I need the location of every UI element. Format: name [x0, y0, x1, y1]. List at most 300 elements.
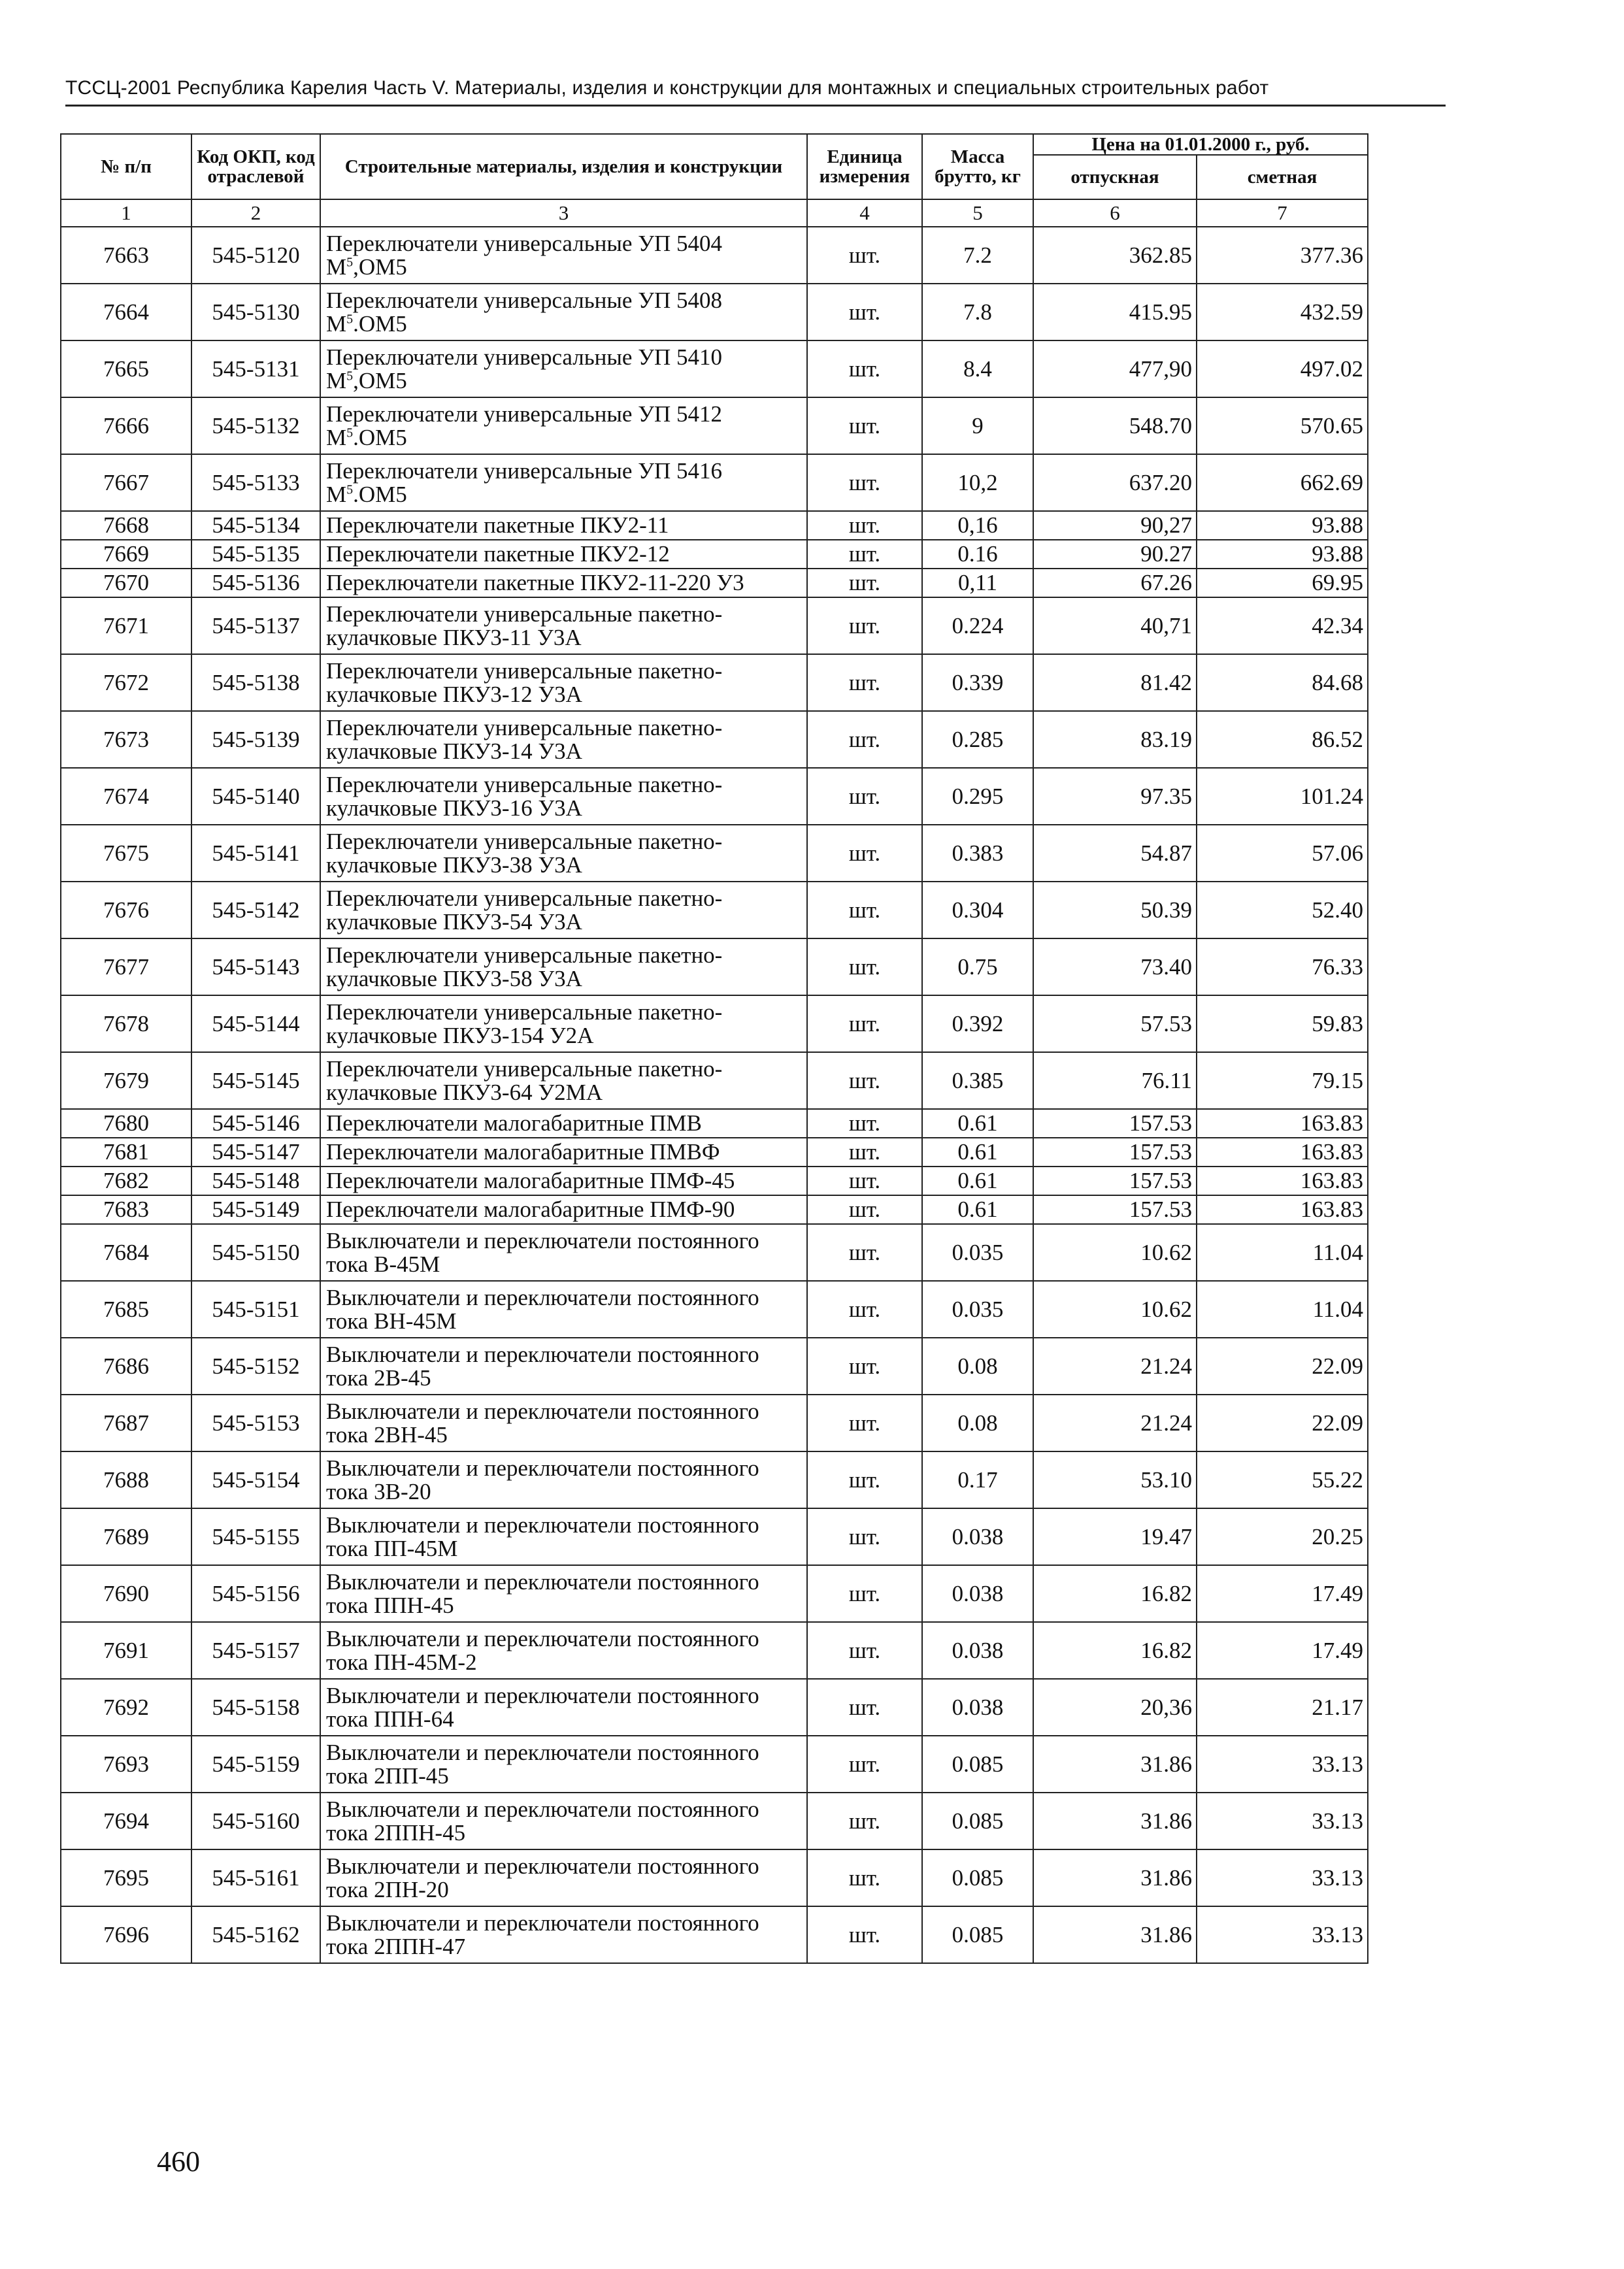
material-name-cell: [320, 397, 807, 454]
material-name-cell: [320, 1451, 807, 1508]
row-number-cell: 7669: [61, 540, 191, 569]
table-row: [61, 511, 1368, 540]
okp-code-cell: 545-5149: [191, 1195, 320, 1224]
mass-cell: 0.75: [922, 938, 1033, 995]
row-number-cell: 7691: [61, 1622, 191, 1679]
retail-price-cell: 21.24: [1033, 1395, 1197, 1451]
material-name-suffix: .ОМ5: [353, 310, 407, 337]
okp-code-cell: 545-5155: [191, 1508, 320, 1565]
mass-cell: 0.08: [922, 1395, 1033, 1451]
table-row: [61, 938, 1368, 995]
estimate-price-cell: 22.09: [1197, 1338, 1368, 1395]
mass-cell: 0.339: [922, 654, 1033, 711]
table-row: [61, 1679, 1368, 1736]
table-row: [61, 340, 1368, 397]
material-name-text: Выключатели и переключатели постоянного тока ПН-45М-2: [326, 1625, 759, 1675]
table-row: [61, 1167, 1368, 1195]
column-number-cell: 7: [1197, 199, 1368, 227]
retail-price-cell: 31.86: [1033, 1906, 1197, 1963]
retail-price-cell: 97.35: [1033, 768, 1197, 825]
estimate-price-cell: 17.49: [1197, 1622, 1368, 1679]
retail-price-cell: 53.10: [1033, 1451, 1197, 1508]
material-name-cell: [320, 882, 807, 938]
table-row: [61, 768, 1368, 825]
material-name-text: Переключатели универсальные пакетно-кулачковые ПКУ3-58 У3А: [326, 942, 723, 991]
okp-code-cell: 545-5140: [191, 768, 320, 825]
column-number-cell: 4: [807, 199, 922, 227]
mass-cell: 0.383: [922, 825, 1033, 882]
material-name-text: Выключатели и переключатели постоянного тока 3В-20: [326, 1455, 759, 1504]
material-name-text: Выключатели и переключатели постоянного тока 2ПН-20: [326, 1853, 759, 1902]
material-name-cell: [320, 995, 807, 1052]
mass-cell: 0.038: [922, 1565, 1033, 1622]
material-name-text: Выключатели и переключатели постоянного тока В-45М: [326, 1227, 759, 1277]
row-number-cell: 7674: [61, 768, 191, 825]
row-number-cell: 7696: [61, 1906, 191, 1963]
retail-price-cell: 20,36: [1033, 1679, 1197, 1736]
estimate-price-cell: 662.69: [1197, 454, 1368, 511]
unit-cell: шт.: [807, 284, 922, 340]
row-number-cell: 7681: [61, 1138, 191, 1167]
unit-cell: шт.: [807, 597, 922, 654]
estimate-price-cell: 93.88: [1197, 511, 1368, 540]
mass-cell: 0.08: [922, 1338, 1033, 1395]
material-name-cell: [320, 711, 807, 768]
estimate-price-cell: 11.04: [1197, 1281, 1368, 1338]
material-name-cell: [320, 1224, 807, 1281]
table-row: [61, 1793, 1368, 1849]
mass-cell: 0.224: [922, 597, 1033, 654]
mass-cell: 0.17: [922, 1451, 1033, 1508]
material-name-text: Переключатели универсальные пакетно-кулачковые ПКУ3-12 У3А: [326, 657, 723, 707]
row-number-cell: 7690: [61, 1565, 191, 1622]
retail-price-cell: 157.53: [1033, 1195, 1197, 1224]
table-row: [61, 882, 1368, 938]
okp-code-cell: 545-5150: [191, 1224, 320, 1281]
material-name-text: Переключатели малогабаритные ПМВ: [326, 1110, 702, 1136]
header-price-group: Цена на 01.01.2000 г., руб.: [1033, 134, 1368, 155]
okp-code-cell: 545-5152: [191, 1338, 320, 1395]
row-number-cell: 7664: [61, 284, 191, 340]
retail-price-cell: 31.86: [1033, 1736, 1197, 1793]
okp-code-cell: 545-5151: [191, 1281, 320, 1338]
material-name-cell: [320, 227, 807, 284]
unit-cell: шт.: [807, 1565, 922, 1622]
material-name-cell: [320, 1195, 807, 1224]
material-name-text: Переключатели универсальные УП 5408 М: [326, 287, 723, 337]
estimate-price-cell: 11.04: [1197, 1224, 1368, 1281]
row-number-cell: 7686: [61, 1338, 191, 1395]
unit-cell: шт.: [807, 454, 922, 511]
estimate-price-cell: 20.25: [1197, 1508, 1368, 1565]
table-row: [61, 597, 1368, 654]
estimate-price-cell: 570.65: [1197, 397, 1368, 454]
unit-cell: шт.: [807, 1167, 922, 1195]
table-row: [61, 1622, 1368, 1679]
unit-cell: шт.: [807, 882, 922, 938]
okp-code-cell: 545-5120: [191, 227, 320, 284]
material-name-cell: [320, 1508, 807, 1565]
material-name-text: Выключатели и переключатели постоянного тока ПП-45М: [326, 1512, 759, 1561]
material-name-text: Переключатели универсальные пакетно-кулачковые ПКУ3-16 У3А: [326, 771, 723, 821]
estimate-price-cell: 163.83: [1197, 1109, 1368, 1138]
mass-cell: 0.392: [922, 995, 1033, 1052]
material-name-text: Переключатели универсальные УП 5416 М: [326, 457, 723, 507]
table-row: [61, 825, 1368, 882]
row-number-cell: 7683: [61, 1195, 191, 1224]
table-row: [61, 397, 1368, 454]
retail-price-cell: 31.86: [1033, 1849, 1197, 1906]
okp-code-cell: 545-5158: [191, 1679, 320, 1736]
mass-cell: 0.61: [922, 1138, 1033, 1167]
okp-code-cell: 545-5153: [191, 1395, 320, 1451]
okp-code-cell: 545-5154: [191, 1451, 320, 1508]
estimate-price-cell: 17.49: [1197, 1565, 1368, 1622]
material-name-text: Переключатели универсальные пакетно-кулачковые ПКУ3-64 У2МА: [326, 1055, 723, 1105]
material-name-superscript: 5: [346, 425, 354, 440]
unit-cell: шт.: [807, 511, 922, 540]
mass-cell: 7.8: [922, 284, 1033, 340]
unit-cell: шт.: [807, 397, 922, 454]
row-number-cell: 7670: [61, 569, 191, 597]
table-row: [61, 1508, 1368, 1565]
okp-code-cell: 545-5162: [191, 1906, 320, 1963]
table-row: [61, 1052, 1368, 1109]
estimate-price-cell: 163.83: [1197, 1195, 1368, 1224]
estimate-price-cell: 33.13: [1197, 1793, 1368, 1849]
unit-cell: шт.: [807, 227, 922, 284]
material-name-text: Выключатели и переключатели постоянного тока ППН-45: [326, 1568, 759, 1618]
column-numbers-row: [61, 199, 1368, 227]
material-name-text: Выключатели и переключатели постоянного тока 2ППН-45: [326, 1796, 759, 1846]
mass-cell: 0.038: [922, 1679, 1033, 1736]
estimate-price-cell: 76.33: [1197, 938, 1368, 995]
okp-code-cell: 545-5136: [191, 569, 320, 597]
unit-cell: шт.: [807, 938, 922, 995]
row-number-cell: 7666: [61, 397, 191, 454]
material-name-text: Переключатели универсальные УП 5412 М: [326, 401, 723, 450]
material-name-suffix: .ОМ5: [353, 481, 407, 507]
estimate-price-cell: 69.95: [1197, 569, 1368, 597]
estimate-price-cell: 57.06: [1197, 825, 1368, 882]
estimate-price-cell: 42.34: [1197, 597, 1368, 654]
estimate-price-cell: 432.59: [1197, 284, 1368, 340]
unit-cell: шт.: [807, 768, 922, 825]
table-row: [61, 1195, 1368, 1224]
retail-price-cell: 76.11: [1033, 1052, 1197, 1109]
table-row: [61, 540, 1368, 569]
material-name-text: Переключатели универсальные пакетно-кулачковые ПКУ3-11 У3А: [326, 601, 723, 650]
material-name-cell: [320, 825, 807, 882]
row-number-cell: 7667: [61, 454, 191, 511]
row-number-cell: 7688: [61, 1451, 191, 1508]
okp-code-cell: 545-5156: [191, 1565, 320, 1622]
unit-cell: шт.: [807, 1109, 922, 1138]
mass-cell: 0.085: [922, 1849, 1033, 1906]
okp-code-cell: 545-5144: [191, 995, 320, 1052]
material-name-cell: [320, 1109, 807, 1138]
material-name-cell: [320, 597, 807, 654]
okp-code-cell: 545-5137: [191, 597, 320, 654]
retail-price-cell: 73.40: [1033, 938, 1197, 995]
unit-cell: шт.: [807, 1849, 922, 1906]
unit-cell: шт.: [807, 711, 922, 768]
retail-price-cell: 57.53: [1033, 995, 1197, 1052]
row-number-cell: 7685: [61, 1281, 191, 1338]
estimate-price-cell: 84.68: [1197, 654, 1368, 711]
row-number-cell: 7678: [61, 995, 191, 1052]
table-row: [61, 1395, 1368, 1451]
material-name-text: Выключатели и переключатели постоянного тока 2ППН-47: [326, 1910, 759, 1959]
retail-price-cell: 157.53: [1033, 1167, 1197, 1195]
unit-cell: шт.: [807, 569, 922, 597]
mass-cell: 0.304: [922, 882, 1033, 938]
retail-price-cell: 54.87: [1033, 825, 1197, 882]
table-row: [61, 1736, 1368, 1793]
row-number-cell: 7668: [61, 511, 191, 540]
material-name-cell: [320, 1138, 807, 1167]
material-name-cell: [320, 654, 807, 711]
column-number-cell: 3: [320, 199, 807, 227]
mass-cell: 0.035: [922, 1224, 1033, 1281]
material-name-text: Переключатели пакетные ПКУ2-11-220 У3: [326, 570, 744, 595]
row-number-cell: 7672: [61, 654, 191, 711]
unit-cell: шт.: [807, 1622, 922, 1679]
material-name-superscript: 5: [346, 482, 354, 497]
material-name-superscript: 5: [346, 311, 354, 326]
mass-cell: 0.16: [922, 540, 1033, 569]
row-number-cell: 7665: [61, 340, 191, 397]
estimate-price-cell: 59.83: [1197, 995, 1368, 1052]
material-name-cell: [320, 540, 807, 569]
retail-price-cell: 10.62: [1033, 1281, 1197, 1338]
material-name-cell: [320, 1281, 807, 1338]
mass-cell: 9: [922, 397, 1033, 454]
material-name-cell: [320, 1052, 807, 1109]
header-num: № п/п: [61, 134, 191, 199]
estimate-price-cell: 55.22: [1197, 1451, 1368, 1508]
material-name-cell: [320, 340, 807, 397]
okp-code-cell: 545-5143: [191, 938, 320, 995]
estimate-price-cell: 52.40: [1197, 882, 1368, 938]
unit-cell: шт.: [807, 1451, 922, 1508]
estimate-price-cell: 163.83: [1197, 1167, 1368, 1195]
row-number-cell: 7692: [61, 1679, 191, 1736]
retail-price-cell: 81.42: [1033, 654, 1197, 711]
column-number-cell: 1: [61, 199, 191, 227]
row-number-cell: 7695: [61, 1849, 191, 1906]
retail-price-cell: 90,27: [1033, 511, 1197, 540]
retail-price-cell: 157.53: [1033, 1109, 1197, 1138]
okp-code-cell: 545-5157: [191, 1622, 320, 1679]
unit-cell: шт.: [807, 825, 922, 882]
unit-cell: шт.: [807, 1338, 922, 1395]
material-name-cell: [320, 1167, 807, 1195]
page-number: 460: [157, 2145, 200, 2178]
row-number-cell: 7689: [61, 1508, 191, 1565]
material-name-text: Выключатели и переключатели постоянного тока 2ПП-45: [326, 1739, 759, 1789]
material-name-cell: [320, 511, 807, 540]
estimate-price-cell: 93.88: [1197, 540, 1368, 569]
table-row: [61, 1906, 1368, 1963]
okp-code-cell: 545-5141: [191, 825, 320, 882]
table-row: [61, 711, 1368, 768]
material-name-text: Переключатели малогабаритные ПМВФ: [326, 1139, 720, 1165]
okp-code-cell: 545-5133: [191, 454, 320, 511]
unit-cell: шт.: [807, 1395, 922, 1451]
mass-cell: 0.285: [922, 711, 1033, 768]
retail-price-cell: 19.47: [1033, 1508, 1197, 1565]
material-name-superscript: 5: [346, 254, 354, 269]
material-name-cell: [320, 1565, 807, 1622]
okp-code-cell: 545-5147: [191, 1138, 320, 1167]
header-code: Код ОКП, код отраслевой: [191, 134, 320, 199]
okp-code-cell: 545-5135: [191, 540, 320, 569]
okp-code-cell: 545-5130: [191, 284, 320, 340]
material-name-cell: [320, 1395, 807, 1451]
unit-cell: шт.: [807, 654, 922, 711]
unit-cell: шт.: [807, 1224, 922, 1281]
estimate-price-cell: 79.15: [1197, 1052, 1368, 1109]
column-number-cell: 6: [1033, 199, 1197, 227]
page-header-title: ТССЦ-2001 Республика Карелия Часть V. Материалы, изделия и конструкции для монтажных и специальных строительных работ: [65, 77, 1269, 99]
retail-price-cell: 157.53: [1033, 1138, 1197, 1167]
unit-cell: шт.: [807, 1906, 922, 1963]
material-name-cell: [320, 1736, 807, 1793]
okp-code-cell: 545-5142: [191, 882, 320, 938]
retail-price-cell: 31.86: [1033, 1793, 1197, 1849]
okp-code-cell: 545-5159: [191, 1736, 320, 1793]
material-name-text: Переключатели универсальные УП 5404 М: [326, 230, 723, 280]
retail-price-cell: 83.19: [1033, 711, 1197, 768]
table-row: [61, 227, 1368, 284]
header-name: Строительные материалы, изделия и конструкции: [320, 134, 807, 199]
material-name-text: Выключатели и переключатели постоянного тока ВН-45М: [326, 1284, 759, 1334]
estimate-price-cell: 101.24: [1197, 768, 1368, 825]
mass-cell: 0.61: [922, 1167, 1033, 1195]
retail-price-cell: 90.27: [1033, 540, 1197, 569]
retail-price-cell: 16.82: [1033, 1565, 1197, 1622]
row-number-cell: 7663: [61, 227, 191, 284]
row-number-cell: 7673: [61, 711, 191, 768]
okp-code-cell: 545-5148: [191, 1167, 320, 1195]
table-row: [61, 995, 1368, 1052]
table-row: [61, 569, 1368, 597]
mass-cell: 0.61: [922, 1109, 1033, 1138]
unit-cell: шт.: [807, 540, 922, 569]
table-row: [61, 1138, 1368, 1167]
retail-price-cell: 548.70: [1033, 397, 1197, 454]
row-number-cell: 7680: [61, 1109, 191, 1138]
header-mass: Масса брутто, кг: [922, 134, 1033, 199]
material-name-cell: [320, 1679, 807, 1736]
table-row: [61, 654, 1368, 711]
row-number-cell: 7677: [61, 938, 191, 995]
material-name-text: Переключатели малогабаритные ПМФ-90: [326, 1197, 735, 1222]
mass-cell: 0.295: [922, 768, 1033, 825]
retail-price-cell: 415.95: [1033, 284, 1197, 340]
okp-code-cell: 545-5161: [191, 1849, 320, 1906]
material-name-cell: [320, 284, 807, 340]
header-divider: [65, 105, 1446, 107]
table-body: [61, 227, 1368, 1963]
table-row: [61, 1451, 1368, 1508]
row-number-cell: 7675: [61, 825, 191, 882]
estimate-price-cell: 33.13: [1197, 1849, 1368, 1906]
row-number-cell: 7684: [61, 1224, 191, 1281]
material-name-text: Переключатели универсальные пакетно-кулачковые ПКУ3-54 У3А: [326, 885, 723, 935]
unit-cell: шт.: [807, 1281, 922, 1338]
mass-cell: 0,16: [922, 511, 1033, 540]
table-row: [61, 1849, 1368, 1906]
retail-price-cell: 16.82: [1033, 1622, 1197, 1679]
mass-cell: 0.038: [922, 1508, 1033, 1565]
header-unit: Единица измерения: [807, 134, 922, 199]
row-number-cell: 7682: [61, 1167, 191, 1195]
material-name-text: Выключатели и переключатели постоянного тока 2ВН-45: [326, 1398, 759, 1448]
retail-price-cell: 67.26: [1033, 569, 1197, 597]
estimate-price-cell: 21.17: [1197, 1679, 1368, 1736]
mass-cell: 0,11: [922, 569, 1033, 597]
mass-cell: 0.61: [922, 1195, 1033, 1224]
unit-cell: шт.: [807, 1138, 922, 1167]
material-name-text: Выключатели и переключатели постоянного тока ППН-64: [326, 1682, 759, 1732]
retail-price-cell: 21.24: [1033, 1338, 1197, 1395]
material-name-cell: [320, 454, 807, 511]
row-number-cell: 7679: [61, 1052, 191, 1109]
material-name-cell: [320, 1906, 807, 1963]
column-number-cell: 5: [922, 199, 1033, 227]
unit-cell: шт.: [807, 1793, 922, 1849]
mass-cell: 7.2: [922, 227, 1033, 284]
unit-cell: шт.: [807, 340, 922, 397]
mass-cell: 10,2: [922, 454, 1033, 511]
material-name-text: Переключатели пакетные ПКУ2-12: [326, 541, 670, 567]
mass-cell: 0.085: [922, 1736, 1033, 1793]
estimate-price-cell: 33.13: [1197, 1736, 1368, 1793]
retail-price-cell: 40,71: [1033, 597, 1197, 654]
okp-code-cell: 545-5132: [191, 397, 320, 454]
okp-code-cell: 545-5134: [191, 511, 320, 540]
material-name-text: Переключатели пакетные ПКУ2-11: [326, 512, 669, 538]
mass-cell: 0.385: [922, 1052, 1033, 1109]
header-estimate: сметная: [1197, 155, 1368, 199]
material-name-cell: [320, 1338, 807, 1395]
material-name-text: Переключатели малогабаритные ПМФ-45: [326, 1168, 735, 1193]
row-number-cell: 7676: [61, 882, 191, 938]
okp-code-cell: 545-5139: [191, 711, 320, 768]
mass-cell: 0.085: [922, 1906, 1033, 1963]
unit-cell: шт.: [807, 1195, 922, 1224]
material-name-cell: [320, 569, 807, 597]
retail-price-cell: 637.20: [1033, 454, 1197, 511]
material-name-suffix: ,ОМ5: [353, 367, 407, 393]
unit-cell: шт.: [807, 1736, 922, 1793]
mass-cell: 0.085: [922, 1793, 1033, 1849]
okp-code-cell: 545-5146: [191, 1109, 320, 1138]
table-row: [61, 454, 1368, 511]
estimate-price-cell: 33.13: [1197, 1906, 1368, 1963]
material-name-cell: [320, 1793, 807, 1849]
unit-cell: шт.: [807, 1679, 922, 1736]
material-name-cell: [320, 1622, 807, 1679]
material-name-superscript: 5: [346, 368, 354, 383]
table-row: [61, 284, 1368, 340]
material-name-text: Переключатели универсальные УП 5410 М: [326, 344, 723, 393]
row-number-cell: 7693: [61, 1736, 191, 1793]
mass-cell: 0.035: [922, 1281, 1033, 1338]
material-name-cell: [320, 1849, 807, 1906]
